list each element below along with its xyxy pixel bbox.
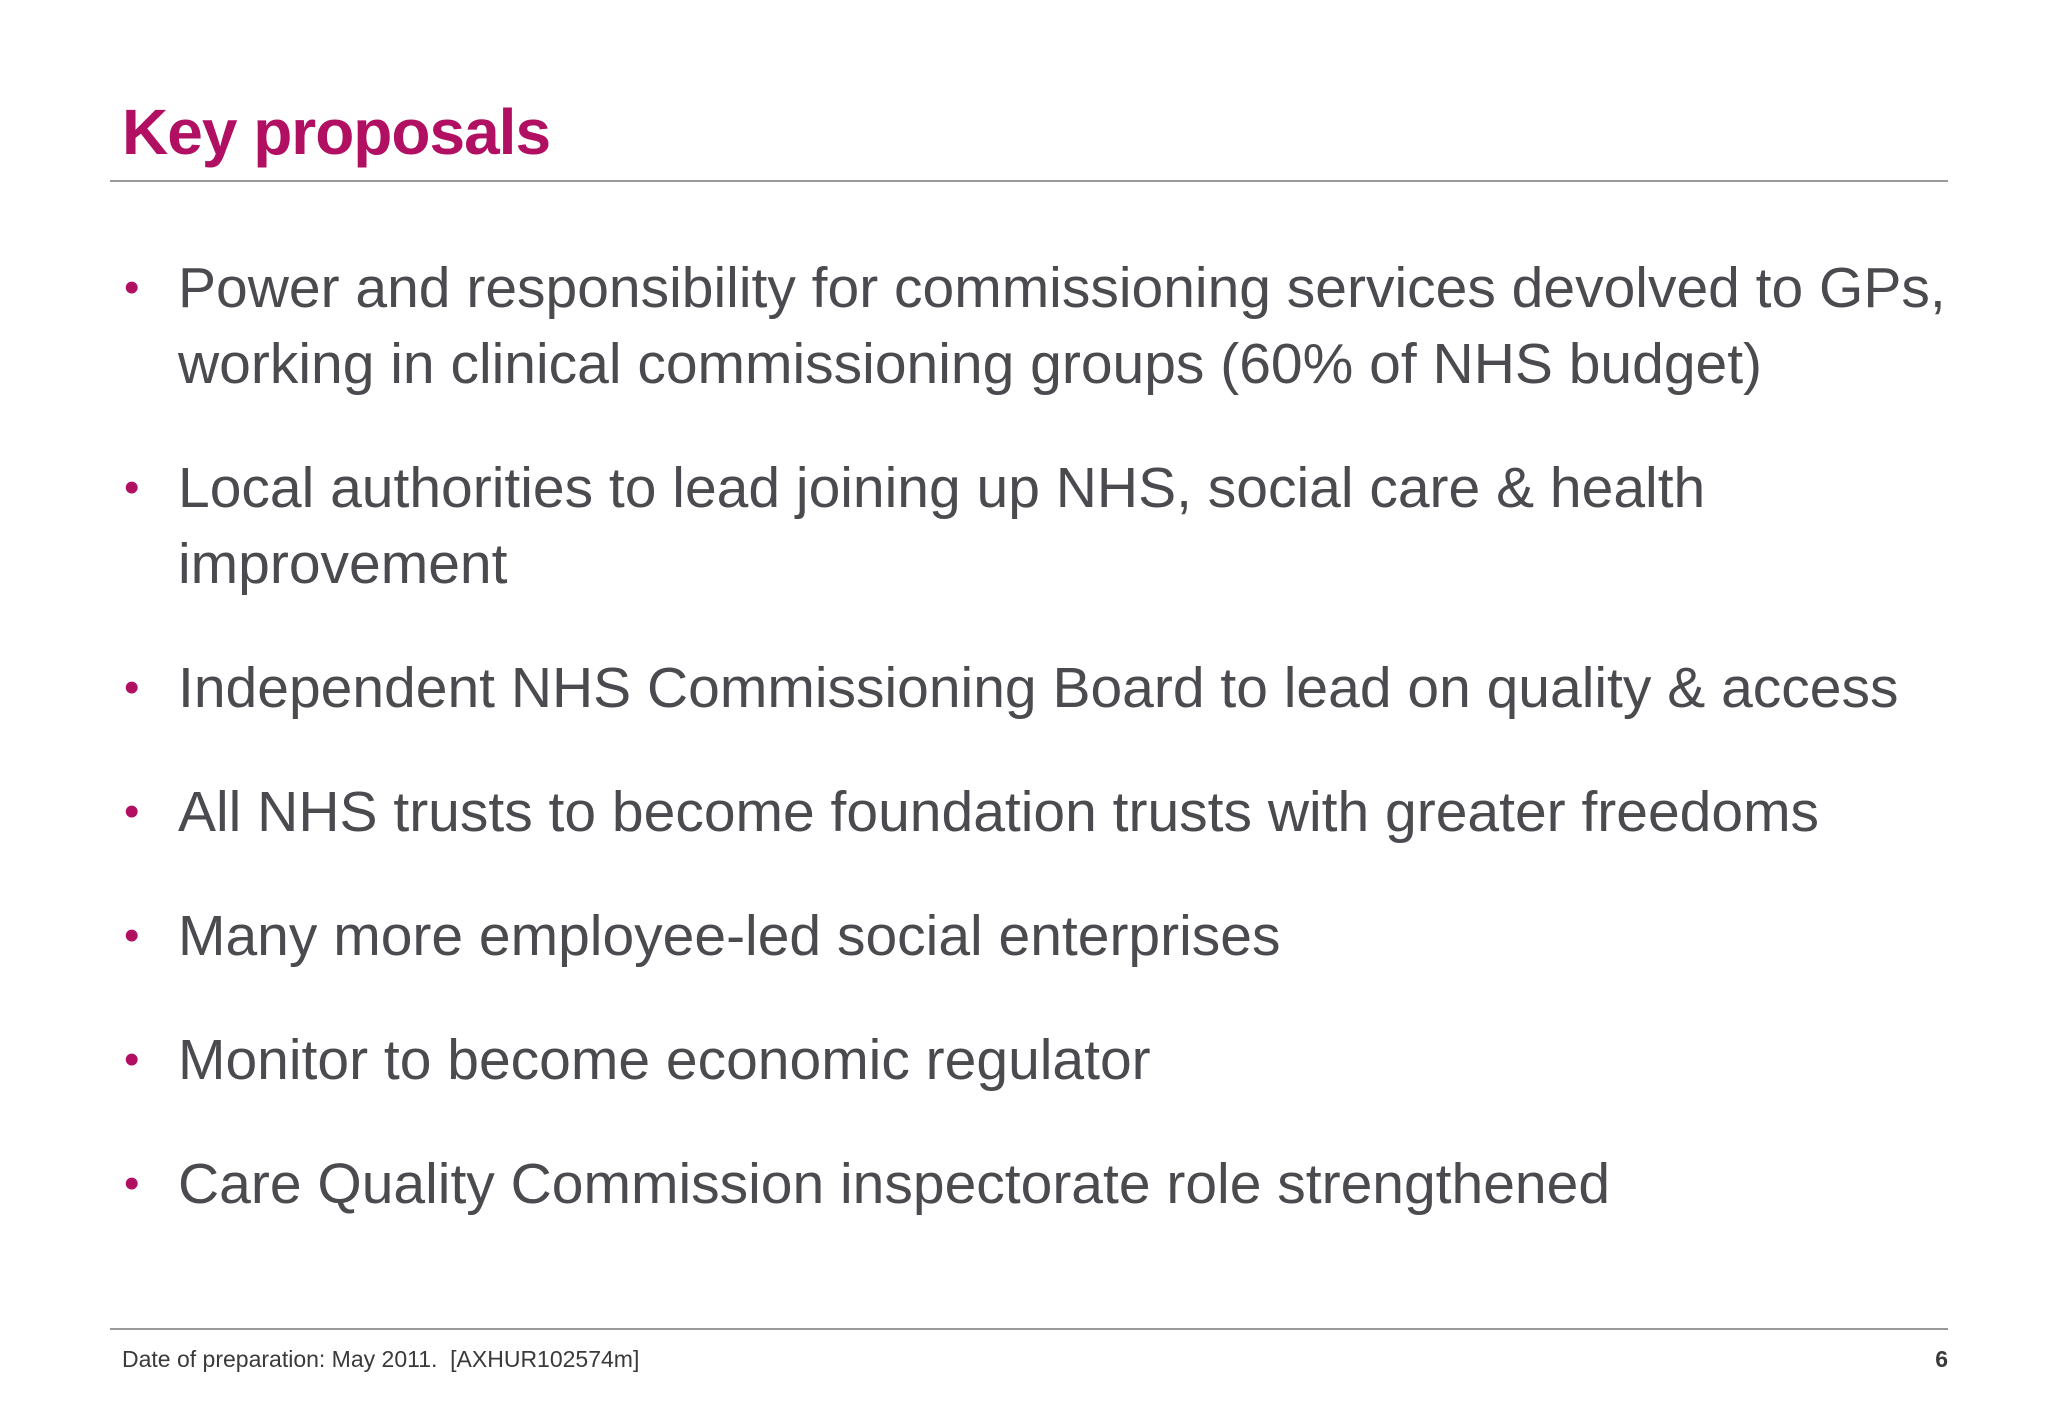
bullet-text: Monitor to become economic regulator	[178, 1028, 1151, 1092]
bullet-icon: •	[124, 663, 140, 712]
slide-title: Key proposals	[122, 96, 551, 168]
bullet-text: All NHS trusts to become foundation trusts with greater freedoms	[178, 780, 1820, 844]
bullet-text: Many more employee-led social enterprises	[178, 904, 1281, 968]
bullet-icon: •	[124, 1159, 140, 1208]
bullet-item	[122, 898, 1952, 974]
bullet-item	[122, 250, 1952, 402]
bullet-item	[122, 1146, 1952, 1222]
bullet-icon: •	[124, 911, 140, 960]
bullet-list	[122, 250, 1952, 1270]
preparation-date: Date of preparation: May 2011. [AXHUR102574m]	[122, 1346, 640, 1372]
bullet-item	[122, 450, 1952, 602]
bullet-icon: •	[124, 263, 140, 312]
bullet-text: Independent NHS Commissioning Board to lead on quality & access	[178, 656, 1899, 720]
title-divider	[110, 180, 1948, 182]
bullet-item	[122, 1022, 1952, 1098]
bullet-icon: •	[124, 1035, 140, 1084]
page-number: 6	[1935, 1346, 1948, 1372]
bullet-icon: •	[124, 787, 140, 836]
bullet-text: Care Quality Commission inspectorate role strengthened	[178, 1152, 1611, 1216]
bullet-text: Local authorities to lead joining up NHS, social care & health improvement	[178, 456, 1706, 596]
footer-divider	[110, 1328, 1948, 1330]
bullet-item	[122, 650, 1952, 726]
bullet-text: Power and responsibility for commissioning services devolved to GPs, working in clinical commissioning groups (60% of NHS budget)	[178, 256, 1946, 396]
bullet-icon: •	[124, 463, 140, 512]
bullet-item	[122, 774, 1952, 850]
